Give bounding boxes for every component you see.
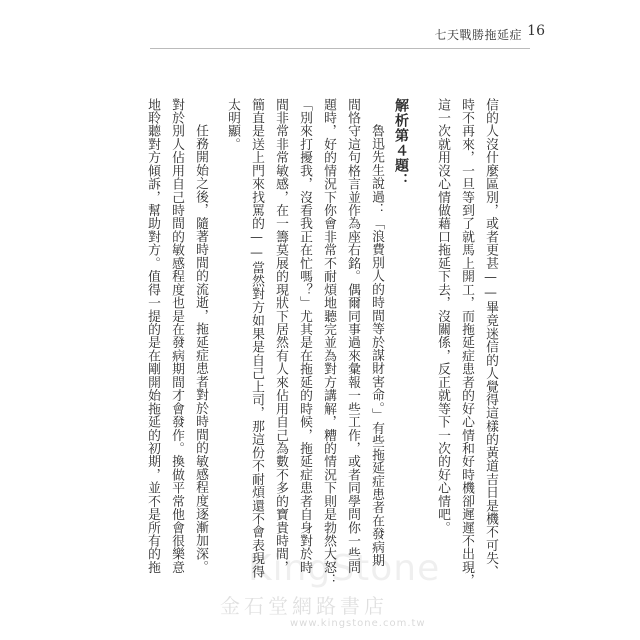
section-heading: 解析第４題： <box>393 98 409 188</box>
text-column-10: 簡直是送上門來找罵的——當然對方如果是自己上司，那這份不耐煩還不會表現得 <box>249 98 264 579</box>
text-column-7: 題時，好的情況下你會非常不耐煩地聽完並為對方講解，糟的情況下則是勃然大怒： <box>321 98 336 588</box>
text-column-13: 對於別人佔用自己時間的敏感程度也是在發病期間才會發作。換做平常他會很樂意 <box>169 98 184 574</box>
text-column-3: 這一次就用沒心情做藉口拖延下去，沒關係，反正就等下一次的好心情吧。 <box>435 98 450 535</box>
text-column-1: 信的人沒什麼區別，或者更甚——畢竟迷信的人覺得這樣的黃道吉日是機不可失、 <box>483 98 498 579</box>
watermark-brand-en: KingStone <box>248 548 441 589</box>
text-column-5: 魯迅先生說過：「浪費別人的時間等於謀財害命。」有些拖延症患者在發病期 <box>369 124 384 568</box>
text-column-12: 任務開始之後，隨著時間的流逝，拖延症患者對於時間的敏感程度逐漸加深。 <box>193 124 208 574</box>
header-rule <box>150 48 530 49</box>
watermark-brand-cn: 金石堂網路書店 <box>220 594 388 618</box>
text-column-6: 間恪守這句格言並作為座右銘。偶爾同事過來彙報一些工作，或者同學問你一些問 <box>345 98 360 574</box>
text-column-8: 「別來打擾我，沒看我正在忙嗎？」尤其是在拖延的時候，拖延症患者自身對於時 <box>297 98 312 574</box>
watermark-url: www.kingstone.com.tw <box>290 618 426 629</box>
page-number: 16 <box>527 23 545 39</box>
text-column-9: 間非常非常敏感，在一籌莫展的現狀下居然有人來佔用自己為數不多的寶貴時間， <box>273 98 288 574</box>
text-column-2: 時不再來，一旦等到了就馬上開工，而拖延症患者的好心情和好時機卻遲遲不出現， <box>459 98 474 588</box>
text-column-14: 地聆聽對方傾訴，幫助對方。值得一提的是在剛開始拖延的初期，並不是所有的拖 <box>145 98 160 574</box>
text-column-11: 太明顯。 <box>225 98 240 151</box>
running-header-title: 七天戰勝拖延症 <box>434 28 522 42</box>
